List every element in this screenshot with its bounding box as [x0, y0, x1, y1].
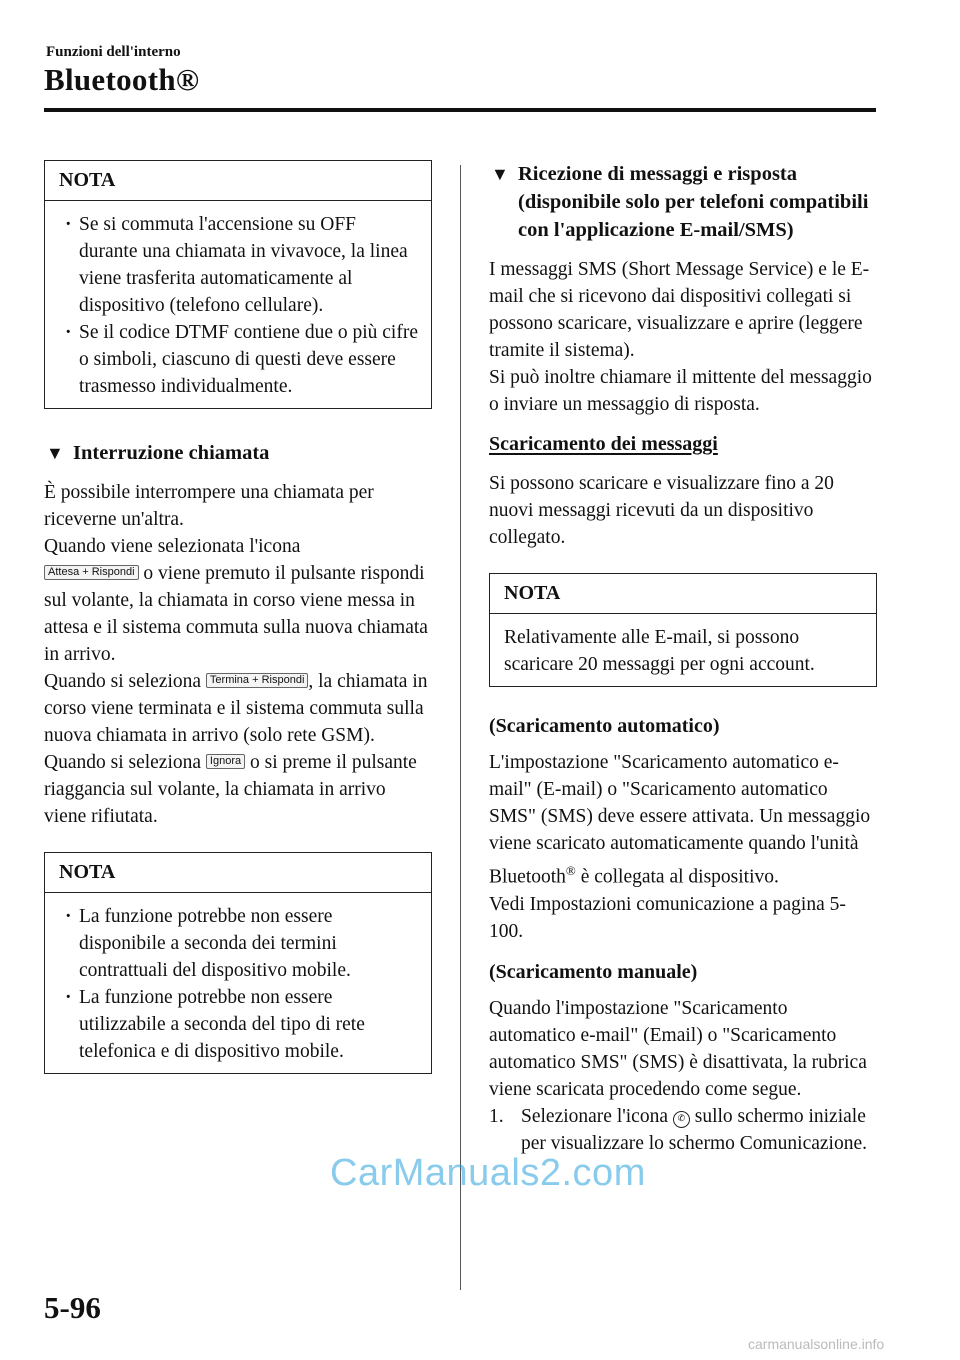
heading-text: Ricezione di messaggi e risposta (disponibile solo per telefoni compatibili con l'applicazione E-mail/SMS) [518, 163, 869, 241]
step-number: 1. [489, 1105, 504, 1127]
heading-text: Interruzione chiamata [73, 442, 270, 464]
text: L'impostazione "Scaricamento automatico e-mail" (E-mail) o "Scaricamento automatico SMS" (SMS) deve essere attivata. Un messaggio viene scaricato automaticamente quando l'unità Bluetooth [489, 752, 871, 888]
nota-label: NOTA [45, 853, 431, 893]
watermark-site: carmanualsonline.info [748, 1336, 885, 1352]
title-rule [44, 108, 876, 112]
paragraph: Quando l'impostazione "Scaricamento automatico e-mail" (Email) o "Scaricamento automatico SMS" (SMS) è disattivata, la rubrica viene scaricata procedendo come segue. [489, 997, 867, 1100]
attesa-rispondi-button-icon: Attesa + Rispondi [44, 565, 139, 580]
paragraph: I messaggi SMS (Short Message Service) e le E-mail che si ricevono dai dispositivi collegati si possono scaricare, visualizzare e aprire (leggere tramite il sistema). [489, 259, 870, 361]
text: Quando viene selezionata l'icona [44, 536, 301, 557]
list-item [489, 1103, 877, 1157]
paragraph: Si possono scaricare e visualizzare fino a 20 nuovi messaggi ricevuti da un dispositivo collegato. [489, 473, 834, 548]
paragraph: È possibile interrompere una chiamata per riceverne un'altra. [44, 482, 374, 530]
column-divider [460, 165, 461, 1290]
text: , la chiamata in corso viene terminata e il sistema commuta sulla nuova chiamata in arrivo (solo rete GSM). [44, 671, 428, 746]
registered-mark: ® [565, 863, 576, 878]
paragraph: Si può inoltre chiamare il mittente del messaggio o inviare un messaggio di risposta. [489, 367, 872, 415]
text: sullo schermo iniziale per visualizzare lo schermo Comunicazione. [521, 1105, 867, 1154]
paragraph [44, 668, 432, 749]
paragraph: Vedi Impostazioni comunicazione a pagina 5-100. [489, 893, 846, 942]
nota-bullet: · La funzione potrebbe non essere utilizzabile a seconda del tipo di rete telefonica e di dispositivo mobile. [59, 984, 419, 1065]
nota-label: NOTA [45, 161, 431, 201]
ignora-button-icon: Ignora [206, 754, 245, 769]
watermark-logo: CarManuals2.com [330, 1152, 646, 1194]
phone-icon: ✆ [673, 1111, 690, 1128]
page-number: 5-96 [44, 1290, 101, 1325]
nota-box [489, 573, 877, 687]
nota-box [44, 852, 432, 1074]
nota-text: Relativamente alle E-mail, si possono scaricare 20 messaggi per ogni account. [504, 627, 815, 675]
subheading: (Scaricamento manuale) [489, 960, 698, 983]
nota-label: NOTA [490, 574, 876, 614]
text: o viene premuto il pulsante rispondi sul volante, la chiamata in corso viene messa in attesa e il sistema commuta sulla nuova chiamata in arrivo. [44, 563, 428, 665]
paragraph [44, 533, 432, 668]
nota-bullet: · Se si commuta l'accensione su OFF durante una chiamata in vivavoce, la linea viene trasferita automaticamente al dispositivo (telefono cellulare). [59, 211, 419, 319]
termina-rispondi-button-icon: Termina + Rispondi [206, 673, 308, 688]
triangle-icon: ▼ [46, 443, 64, 463]
text: Selezionare l'icona [521, 1105, 673, 1127]
subheading: (Scaricamento automatico) [489, 715, 720, 737]
text: Quando si seleziona [44, 671, 206, 692]
text: Quando si seleziona [44, 752, 206, 773]
left-column [44, 160, 432, 1096]
paragraph [489, 749, 877, 891]
subheading: Scaricamento dei messaggi [489, 433, 718, 455]
triangle-icon: ▼ [491, 164, 509, 184]
text: o si preme il pulsante riaggancia sul volante, la chiamata in arrivo viene rifiutata. [44, 752, 417, 827]
nota-box [44, 160, 432, 409]
section-heading [44, 439, 432, 467]
paragraph [44, 749, 432, 830]
page-title: Bluetooth® [44, 62, 200, 97]
section-label: Funzioni dell'interno [46, 44, 181, 60]
section-heading [489, 160, 877, 244]
nota-bullet: · La funzione potrebbe non essere disponibile a seconda dei termini contrattuali del dispositivo mobile. [59, 903, 419, 984]
nota-bullet: · Se il codice DTMF contiene due o più cifre o simboli, ciascuno di questi deve essere trasmesso individualmente. [59, 319, 419, 400]
right-column [489, 160, 877, 1157]
text: è collegata al dispositivo. [575, 866, 779, 888]
